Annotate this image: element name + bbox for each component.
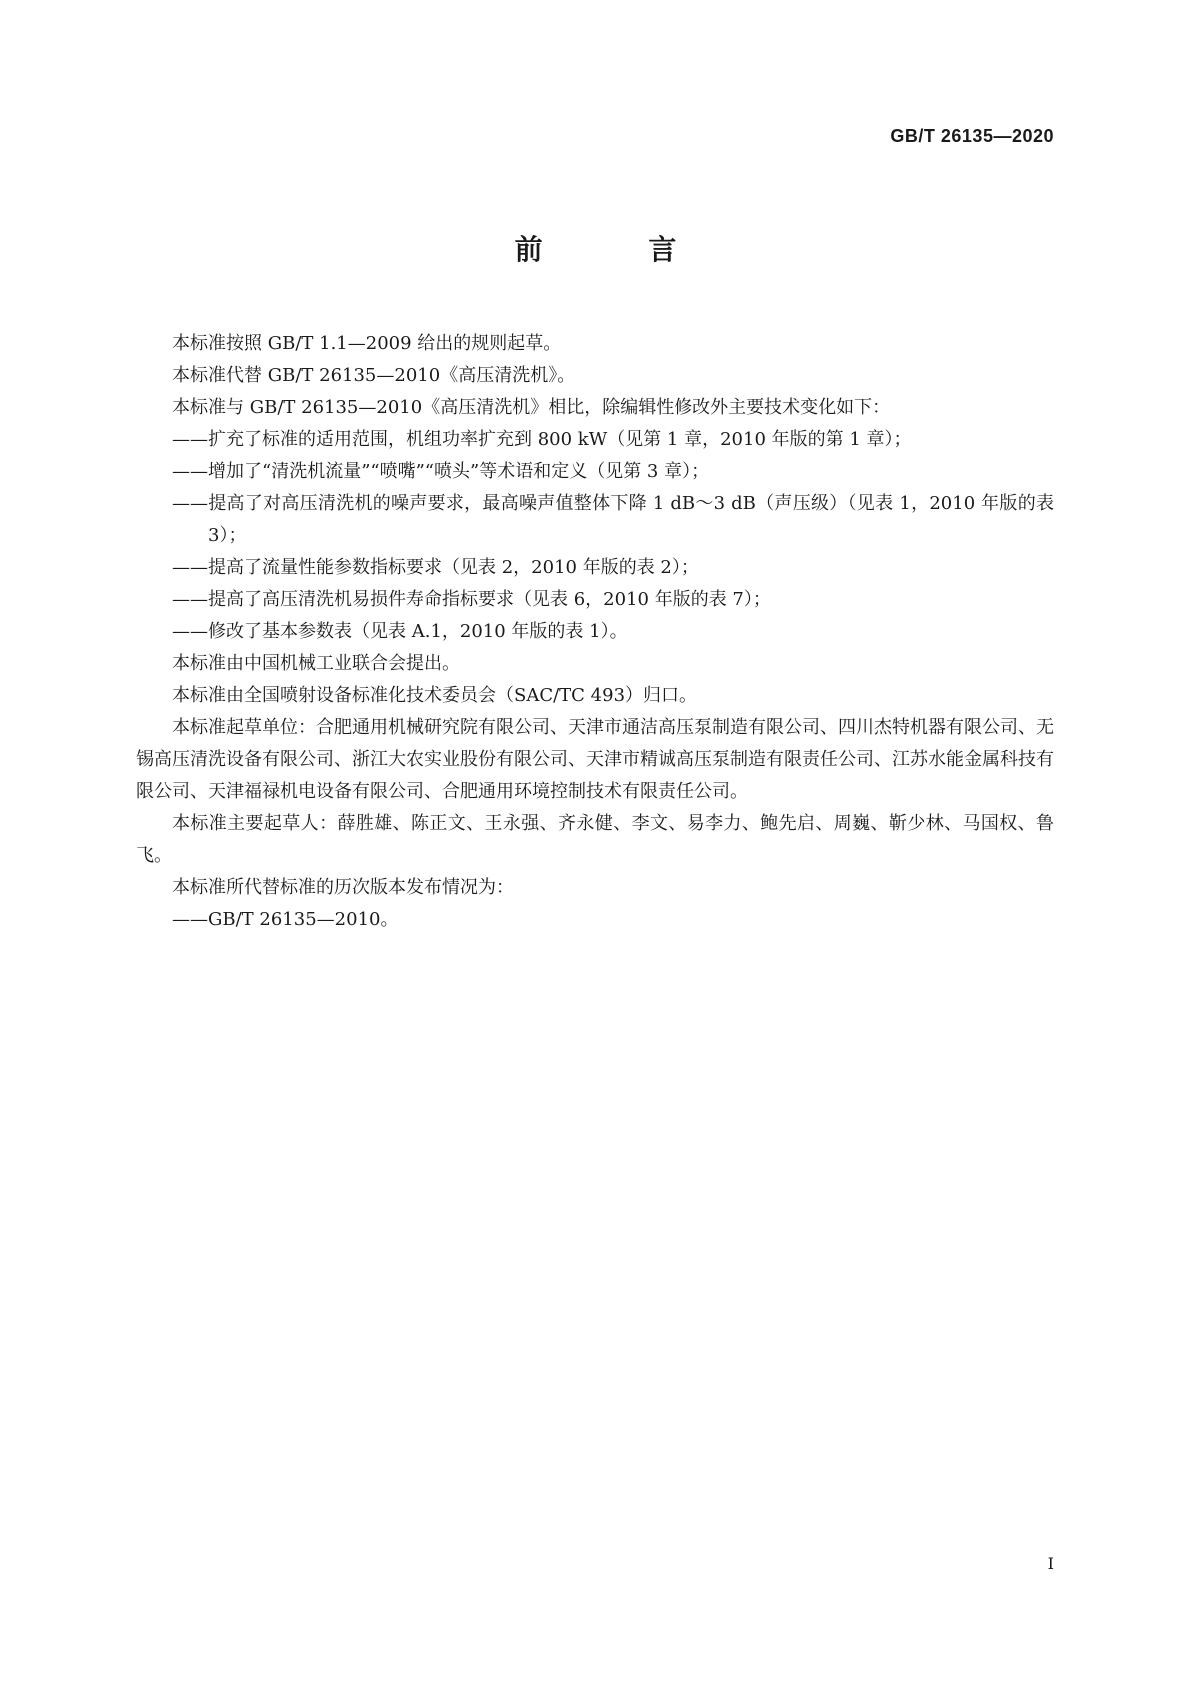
paragraph: 本标准与 GB/T 26135—2010《高压清洗机》相比，除编辑性修改外主要技术变化如下：	[172, 397, 891, 418]
list-item: ——提高了对高压清洗机的噪声要求，最高噪声值整体下降 1 dB～3 dB（声压级）（见表 1，2010 年版的表 3）；	[172, 493, 1054, 546]
paragraph: 本标准按照 GB/T 1.1—2009 给出的规则起草。	[172, 333, 562, 354]
list-item: ——提高了流量性能参数指标要求（见表 2，2010 年版的表 2）；	[172, 557, 699, 578]
paragraph: 本标准由中国机械工业联合会提出。	[172, 653, 460, 674]
list-item: ——提高了高压清洗机易损件寿命指标要求（见表 6，2010 年版的表 7）；	[172, 589, 771, 610]
page-title: 前 言	[514, 233, 725, 266]
list-item: ——扩充了标准的适用范围，机组功率扩充到 800 kW（见第 1 章，2010 年版的第 1 章）；	[172, 429, 912, 450]
paragraph: 本标准起草单位：合肥通用机械研究院有限公司、天津市通洁高压泵制造有限公司、四川杰特机器有限公司、无锡高压清洗设备有限公司、浙江大农实业股份有限公司、天津市精诚高压泵制造有限责任公司、江苏水能金属科技有限公司、天津福禄机电设备有限公司、合肥通用环境控制技术有限责任公司。	[136, 717, 1054, 802]
standard-code: GB/T 26135—2020	[890, 126, 1054, 146]
paragraph: 本标准由全国喷射设备标准化技术委员会（SAC/TC 493）归口。	[172, 685, 698, 706]
paragraph: 本标准主要起草人：薛胜雄、陈正文、王永强、齐永健、李文、易李力、鲍先启、周巍、靳少林、马国权、鲁飞。	[136, 813, 1054, 866]
list-item: ——修改了基本参数表（见表 A.1，2010 年版的表 1）。	[172, 621, 628, 642]
paragraph: 本标准所代替标准的历次版本发布情况为：	[172, 877, 514, 898]
list-item: ——GB/T 26135—2010。	[172, 909, 399, 930]
list-item: ——增加了“清洗机流量”“喷嘴”“喷头”等术语和定义（见第 3 章）；	[172, 461, 710, 482]
page-number: I	[1047, 1554, 1054, 1573]
foreword-body	[136, 328, 1054, 936]
paragraph: 本标准代替 GB/T 26135—2010《高压清洗机》。	[172, 365, 576, 386]
